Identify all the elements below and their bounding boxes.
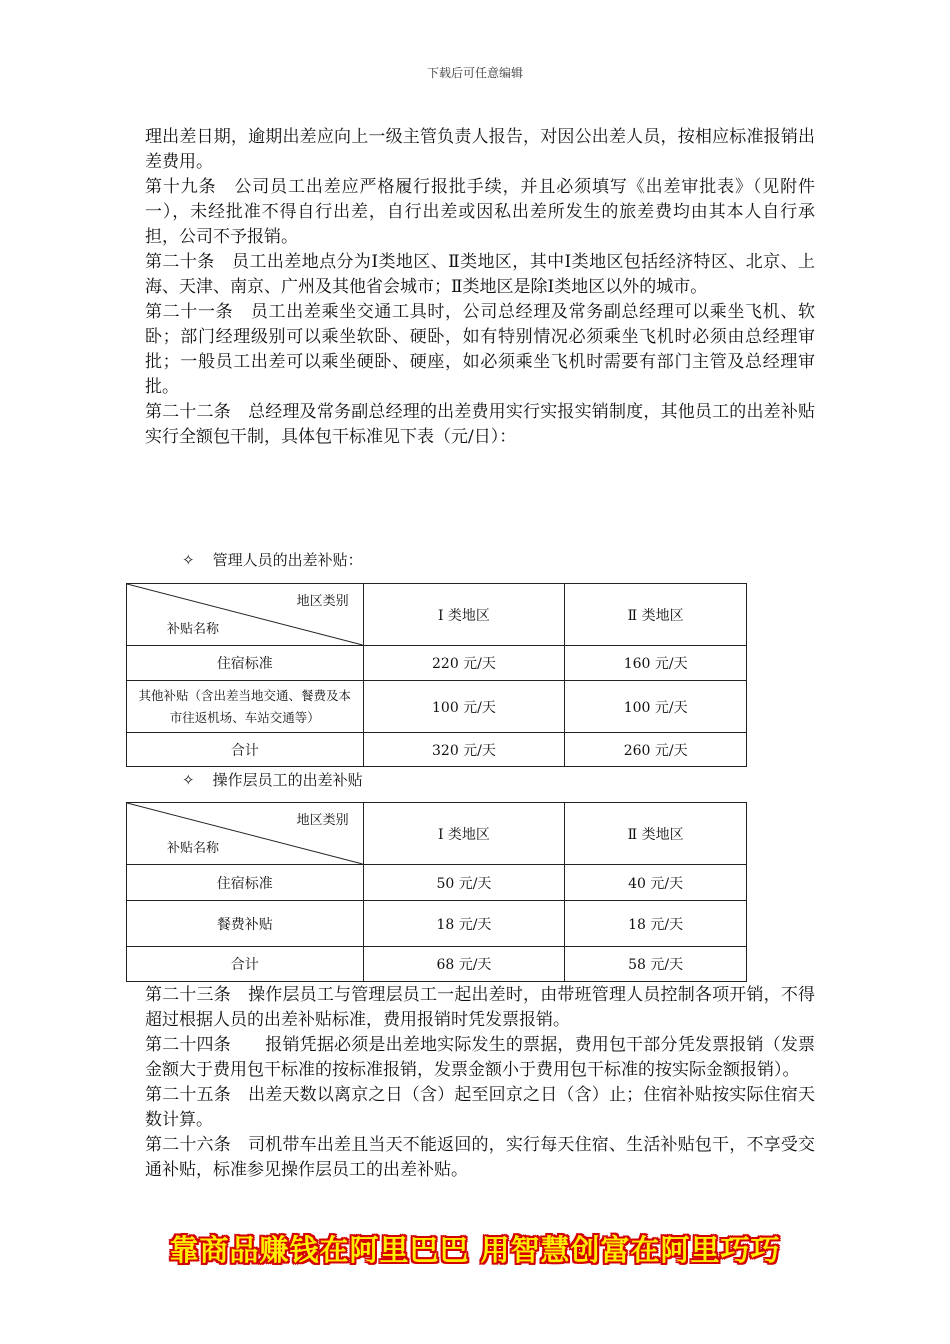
table2-heading [182, 770, 363, 790]
table-cell: 40 元/天 [565, 865, 747, 901]
table1-heading-text: 管理人员的出差补贴： [212, 551, 363, 569]
table-cell: 100 元/天 [565, 681, 747, 733]
column-header: Ⅱ 类地区 [565, 584, 747, 646]
column-header: Ⅰ 类地区 [363, 803, 565, 865]
subsidy-name-label: 补贴名称 [167, 841, 220, 856]
table-cell: 18 元/天 [565, 901, 747, 947]
table-row [127, 733, 747, 767]
operator-subsidy-table [126, 802, 747, 982]
header-note: 下载后可任意编辑 [426, 66, 523, 80]
promo-banner: 靠商品赚钱在阿里巴巴 用智慧创富在阿里巧巧 [169, 1233, 781, 1267]
article-21: 第二十一条 员工出差乘坐交通工具时，公司总经理及常务副总经理可以乘坐飞机、软卧；部门经理级别可以乘坐软卧、硬卧，如有特别情况必须乘坐飞机时必须由总经理审批；一般员工出差可以乘坐硬卧、硬座，如必须乘坐飞机时需要有部门主管及总经理审批。 [145, 302, 815, 397]
row-label: 住宿标准 [127, 646, 364, 681]
subsidy-name-label: 补贴名称 [167, 622, 220, 637]
table-cell: 220 元/天 [363, 646, 565, 681]
row-label: 其他补贴（含出差当地交通、餐费及本市往返机场、车站交通等） [127, 681, 364, 733]
row-label: 合计 [127, 733, 364, 767]
article-25: 第二十五条 出差天数以离京之日（含）起至回京之日（含）止；住宿补贴按实际住宿天数计算。 [145, 1085, 815, 1130]
paragraph: 理出差日期，逾期出差应向上一级主管负责人报告，对因公出差人员，按相应标准报销出差费用。 [145, 127, 815, 172]
table-row [127, 901, 747, 947]
table-header-row [127, 803, 747, 865]
table-cell: 58 元/天 [565, 947, 747, 982]
column-header: Ⅰ 类地区 [363, 584, 565, 646]
diagonal-header-cell [127, 803, 364, 865]
table-row [127, 646, 747, 681]
table1-heading [182, 550, 363, 570]
table-cell: 68 元/天 [363, 947, 565, 982]
region-type-label: 地区类别 [296, 594, 349, 609]
bottom-paragraphs [145, 983, 815, 1183]
column-header: Ⅱ 类地区 [565, 803, 747, 865]
table-cell: 320 元/天 [363, 733, 565, 767]
diagonal-header-cell [127, 584, 364, 646]
article-22: 第二十二条 总经理及常务副总经理的出差费用实行实报实销制度，其他员工的出差补贴实行全额包干制，具体包干标准见下表（元/日）： [145, 402, 815, 447]
top-paragraphs [145, 125, 815, 450]
table-cell: 18 元/天 [363, 901, 565, 947]
table-row [127, 947, 747, 982]
table-cell: 100 元/天 [363, 681, 565, 733]
table-cell: 160 元/天 [565, 646, 747, 681]
article-24: 第二十四条 报销凭据必须是出差地实际发生的票据，费用包干部分凭发票报销（发票金额大于费用包干标准的按标准报销，发票金额小于费用包干标准的按实际金额报销）。 [145, 1035, 815, 1080]
diamond-star-icon: ✧ [182, 551, 195, 569]
article-23: 第二十三条 操作层员工与管理层员工一起出差时，由带班管理人员控制各项开销，不得超过根据人员的出差补贴标准，费用报销时凭发票报销。 [145, 985, 815, 1030]
row-label: 合计 [127, 947, 364, 982]
article-26: 第二十六条 司机带车出差且当天不能返回的，实行每天住宿、生活补贴包干，不享受交通补贴，标准参见操作层员工的出差补贴。 [145, 1135, 815, 1180]
table-cell: 50 元/天 [363, 865, 565, 901]
article-19: 第十九条 公司员工出差应严格履行报批手续，并且必须填写《出差审批表》（见附件一），未经批准不得自行出差，自行出差或因私出差所发生的旅差费均由其本人自行承担，公司不予报销。 [145, 177, 815, 247]
table-cell: 260 元/天 [565, 733, 747, 767]
row-label: 餐费补贴 [127, 901, 364, 947]
management-subsidy-table [126, 583, 747, 767]
article-20: 第二十条 员工出差地点分为Ⅰ类地区、Ⅱ类地区，其中Ⅰ类地区包括经济特区、北京、上海、天津、南京、广州及其他省会城市；Ⅱ类地区是除Ⅰ类地区以外的城市。 [145, 252, 815, 297]
table-header-row [127, 584, 747, 646]
row-label: 住宿标准 [127, 865, 364, 901]
table2-heading-text: 操作层员工的出差补贴 [212, 771, 363, 789]
table-row [127, 681, 747, 733]
region-type-label: 地区类别 [296, 813, 349, 828]
table-row [127, 865, 747, 901]
diamond-star-icon: ✧ [182, 771, 195, 789]
